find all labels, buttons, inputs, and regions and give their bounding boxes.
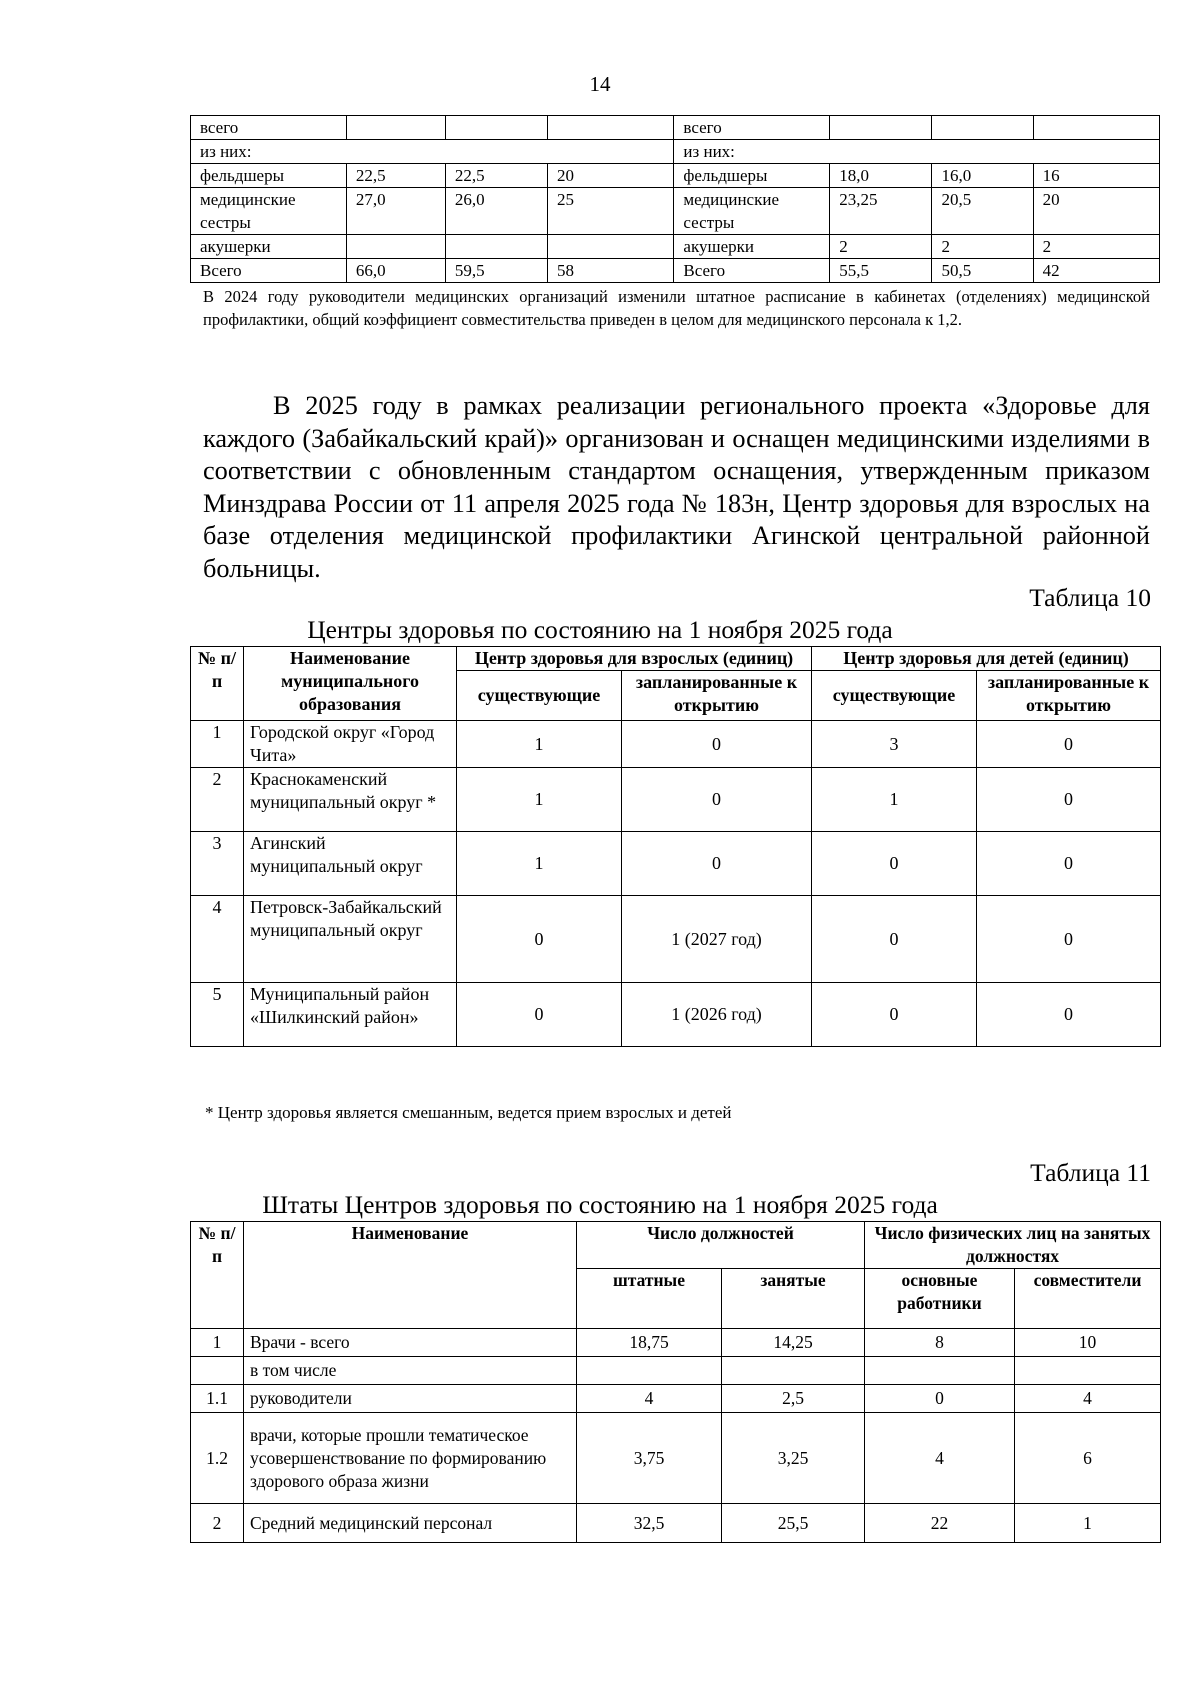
value-cell [722, 1357, 865, 1385]
value-cell [577, 1357, 722, 1385]
value-cell: 1 (2026 год) [622, 983, 812, 1047]
staff-table [190, 115, 1160, 283]
table-cell: медицинские сестры [674, 188, 830, 235]
value-cell: 0 [622, 721, 812, 768]
value-cell [865, 1357, 1015, 1385]
value-cell: 0 [977, 721, 1161, 768]
table-cell: Всего [674, 259, 830, 283]
value-cell: 1 [1015, 1504, 1161, 1543]
row-num: 4 [191, 896, 244, 983]
row-num: 1 [191, 721, 244, 768]
col-name: Наименование [244, 1222, 577, 1329]
table-row [191, 140, 1160, 164]
value-cell: 14,25 [722, 1329, 865, 1357]
value-cell: 3 [812, 721, 977, 768]
table-cell: 22,5 [346, 164, 445, 188]
table-cell: медицинские сестры [191, 188, 347, 235]
value-cell: 2,5 [722, 1385, 865, 1413]
col-child: Центр здоровья для детей (единиц) [812, 647, 1161, 671]
position-name: в том числе [244, 1357, 577, 1385]
table-row [191, 721, 1161, 768]
value-cell: 0 [977, 832, 1161, 896]
col-num: № п/п [191, 1222, 244, 1329]
table11-caption: Штаты Центров здоровья по состоянию на 1 ноября 2025 года [262, 1190, 938, 1219]
table11-label: Таблица 11 [1030, 1158, 1151, 1187]
municipality-name: Муниципальный район «Шилкинский район» [244, 983, 457, 1047]
table-cell: всего [674, 116, 830, 140]
value-cell: 0 [457, 896, 622, 983]
col-part: совместители [1015, 1269, 1161, 1329]
value-cell: 25,5 [722, 1504, 865, 1543]
table-cell: 25 [548, 188, 674, 235]
value-cell: 0 [977, 768, 1161, 832]
table-row [191, 164, 1160, 188]
row-num [191, 1357, 244, 1385]
col-adult: Центр здоровья для взрослых (единиц) [457, 647, 812, 671]
value-cell: 1 [812, 768, 977, 832]
table-cell: из них: [191, 140, 674, 164]
table-cell: акушерки [674, 235, 830, 259]
table-cell: 26,0 [445, 188, 547, 235]
table-cell: 2 [830, 235, 932, 259]
value-cell: 3,25 [722, 1413, 865, 1504]
table-cell: всего [191, 116, 347, 140]
table-cell: 2 [1033, 235, 1159, 259]
table-cell [830, 116, 932, 140]
municipality-name: Краснокаменский муниципальный округ * [244, 768, 457, 832]
col-occupied: занятые [722, 1269, 865, 1329]
table-cell: 55,5 [830, 259, 932, 283]
table-cell: акушерки [191, 235, 347, 259]
municipality-name: Агинский муниципальный округ [244, 832, 457, 896]
value-cell: 32,5 [577, 1504, 722, 1543]
value-cell: 0 [812, 983, 977, 1047]
health-centers-table [190, 646, 1161, 1047]
table-row [191, 896, 1161, 983]
paragraph-2025: В 2025 году в рамках реализации регионального проекта «Здоровье для каждого (Забайкальский край)» организован и оснащен медицинскими изделиями в соответствии с обновленным стандартом оснащения, утвержденным приказом Минздрава России от 11 апреля 2025 года № 183н, Центр здоровья для взрослых на базе отделения медицинской профилактики Агинской центральной районной больницы. [203, 391, 1150, 583]
col-child-planned: запланированные к открытию [977, 671, 1161, 721]
col-num: № п/п [191, 647, 244, 721]
table-cell: 2 [932, 235, 1033, 259]
value-cell: 4 [577, 1385, 722, 1413]
note-2024: В 2024 году руководители медицинских организаций изменили штатное расписание в кабинетах (отделениях) медицинской профилактики, общий коэффициент совместительства приведен в целом для медицинского персонала к 1,2. [203, 287, 1150, 329]
table-cell [445, 235, 547, 259]
table-cell: 16 [1033, 164, 1159, 188]
table-cell [445, 116, 547, 140]
row-num: 3 [191, 832, 244, 896]
table-cell: 16,0 [932, 164, 1033, 188]
row-num: 2 [191, 1504, 244, 1543]
col-adult-planned: запланированные к открытию [622, 671, 812, 721]
col-staffed: штатные [577, 1269, 722, 1329]
table-cell: из них: [674, 140, 1160, 164]
position-name: Средний медицинский персонал [244, 1504, 577, 1543]
col-adult-existing: существующие [457, 671, 622, 721]
value-cell: 0 [812, 896, 977, 983]
table-cell [346, 235, 445, 259]
table-cell: 23,25 [830, 188, 932, 235]
table-row [191, 768, 1161, 832]
table-row [191, 188, 1160, 235]
value-cell: 0 [977, 896, 1161, 983]
municipality-name: Петровск-Забайкальский муниципальный округ [244, 896, 457, 983]
row-num: 1.1 [191, 1385, 244, 1413]
table-row [191, 983, 1161, 1047]
table10-caption: Центры здоровья по состоянию на 1 ноября 2025 года [307, 615, 893, 644]
value-cell: 22 [865, 1504, 1015, 1543]
position-name: врачи, которые прошли тематическое усовершенствование по формированию здорового образа жизни [244, 1413, 577, 1504]
table-cell [548, 116, 674, 140]
row-num: 5 [191, 983, 244, 1047]
table-cell: 20 [548, 164, 674, 188]
value-cell: 18,75 [577, 1329, 722, 1357]
value-cell: 1 [457, 768, 622, 832]
table-cell [932, 116, 1033, 140]
value-cell: 6 [1015, 1413, 1161, 1504]
table-cell [346, 116, 445, 140]
table-cell: 58 [548, 259, 674, 283]
row-num: 1.2 [191, 1413, 244, 1504]
table-row [191, 1329, 1161, 1357]
health-centers-staff-table [190, 1221, 1161, 1543]
col-positions: Число должностей [577, 1222, 865, 1269]
col-main: основные работники [865, 1269, 1015, 1329]
table-cell: 20 [1033, 188, 1159, 235]
value-cell: 0 [622, 832, 812, 896]
value-cell: 4 [865, 1413, 1015, 1504]
value-cell: 0 [977, 983, 1161, 1047]
table-row [191, 832, 1161, 896]
value-cell: 3,75 [577, 1413, 722, 1504]
position-name: Врачи - всего [244, 1329, 577, 1357]
value-cell: 1 [457, 832, 622, 896]
table-row [191, 1357, 1161, 1385]
table-cell: 22,5 [445, 164, 547, 188]
value-cell: 8 [865, 1329, 1015, 1357]
table-cell: Всего [191, 259, 347, 283]
col-child-existing: существующие [812, 671, 977, 721]
row-num: 2 [191, 768, 244, 832]
table-cell: 27,0 [346, 188, 445, 235]
position-name: руководители [244, 1385, 577, 1413]
value-cell: 0 [812, 832, 977, 896]
table-cell: 50,5 [932, 259, 1033, 283]
table-cell: 59,5 [445, 259, 547, 283]
table-row [191, 116, 1160, 140]
table-row [191, 1413, 1161, 1504]
table-cell: 18,0 [830, 164, 932, 188]
value-cell: 10 [1015, 1329, 1161, 1357]
table-row [191, 235, 1160, 259]
col-name: Наименование муниципального образования [244, 647, 457, 721]
table-cell [548, 235, 674, 259]
value-cell: 1 (2027 год) [622, 896, 812, 983]
table-row [191, 259, 1160, 283]
value-cell: 0 [457, 983, 622, 1047]
value-cell: 0 [865, 1385, 1015, 1413]
value-cell: 0 [622, 768, 812, 832]
table-cell [1033, 116, 1159, 140]
table-cell: фельдшеры [674, 164, 830, 188]
page-number: 14 [589, 72, 611, 96]
table-row [191, 1504, 1161, 1543]
value-cell: 4 [1015, 1385, 1161, 1413]
table-cell: 42 [1033, 259, 1159, 283]
table10-label: Таблица 10 [1029, 583, 1151, 612]
value-cell [1015, 1357, 1161, 1385]
municipality-name: Городской округ «Город Чита» [244, 721, 457, 768]
table-row [191, 1385, 1161, 1413]
table-cell: 66,0 [346, 259, 445, 283]
table-cell: 20,5 [932, 188, 1033, 235]
value-cell: 1 [457, 721, 622, 768]
row-num: 1 [191, 1329, 244, 1357]
table10-footnote: * Центр здоровья является смешанным, ведется прием взрослых и детей [205, 1103, 732, 1122]
col-persons: Число физических лиц на занятых должностях [865, 1222, 1161, 1269]
table-cell: фельдшеры [191, 164, 347, 188]
